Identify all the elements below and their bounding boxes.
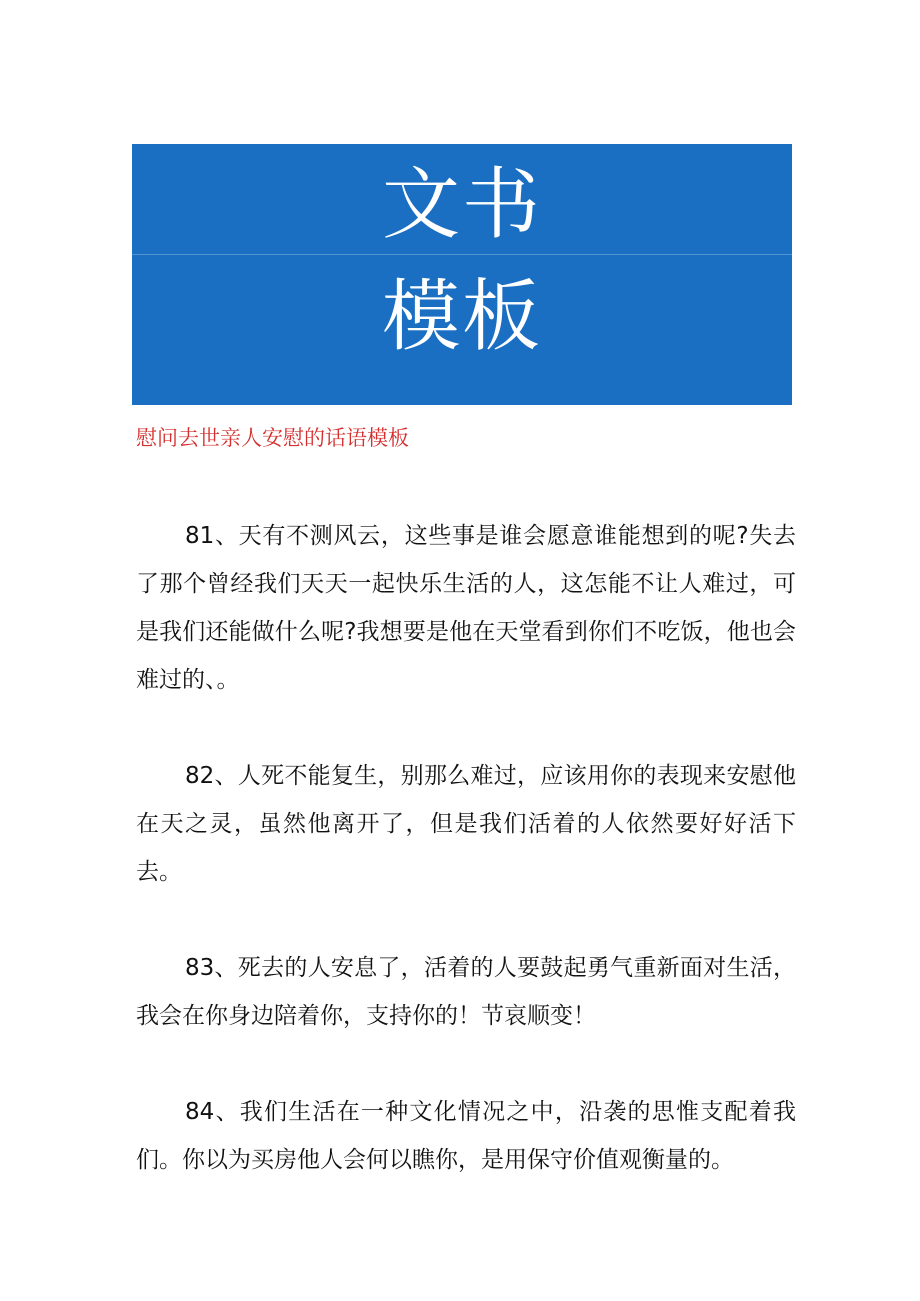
banner-title-line-1: 文书: [381, 160, 542, 250]
paragraph-83: 83、死去的人安息了，活着的人要鼓起勇气重新面对生活，我会在你身边陪着你，支持你的！节哀顺变！: [136, 955, 796, 1029]
document-title: 慰问去世亲人安慰的话语模板: [136, 426, 409, 450]
paragraph-82: 82、人死不能复生，别那么难过，应该用你的表现来安慰他在天之灵，虽然他离开了，但是我们活着的人依然要好好活下去。: [136, 763, 796, 885]
header-banner: [132, 144, 792, 405]
banner-title-line-2: 模板: [381, 272, 542, 362]
document-body: [136, 512, 796, 1184]
banner-divider: [132, 254, 792, 255]
paragraph-84: 84、我们生活在一种文化情况之中，沿袭的思惟支配着我们。你以为买房他人会何以瞧你，是用保守价值观衡量的。: [136, 1099, 796, 1173]
paragraph-81: 81、天有不测风云，这些事是谁会愿意谁能想到的呢?失去了那个曾经我们天天一起快乐生活的人，这怎能不让人难过，可是我们还能做什么呢?我想要是他在天堂看到你们不吃饭，他也会难过的、。: [136, 523, 796, 693]
